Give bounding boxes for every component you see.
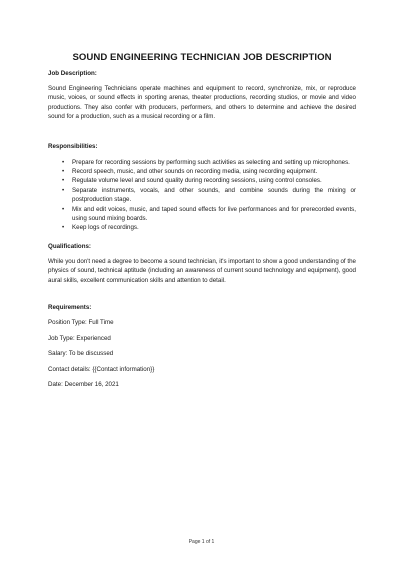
list-item-text: Keep logs of recordings. (72, 224, 139, 232)
page-number: Page 1 of 1 (188, 539, 215, 545)
salary-line: Salary: To be discussed (48, 350, 114, 358)
job-description-text: Sound Engineering Technicians operate machines and equipment to record, synchronize, mix, or reproduce music, voices, or sound effects in sporting arenas, theater productions, recording studios, or movie and video productions. They also confer with producers, performers, and others to determine and achieve the desired sound for a production, such as a musical recording or a film. (48, 85, 356, 121)
bullet-icon: • (62, 177, 65, 185)
document-title: SOUND ENGINEERING TECHNICIAN JOB DESCRIPTION (72, 52, 332, 63)
job-description-heading: Job Description: (48, 70, 97, 77)
list-item (48, 186, 356, 205)
list-item (48, 223, 356, 232)
job-type-line: Job Type: Experienced (48, 334, 111, 342)
bullet-icon: • (62, 158, 65, 166)
bullet-icon: • (62, 168, 65, 176)
list-item-text: Prepare for recording sessions by performing such activities as selecting and setting up microphones. (72, 158, 350, 166)
responsibilities-heading: Responsibilities: (48, 142, 98, 150)
bullet-icon: • (62, 224, 65, 232)
bullet-icon: • (62, 186, 65, 194)
list-item (48, 167, 356, 176)
list-item-text: Regulate volume level and sound quality during recording sessions, using control consoles. (72, 177, 322, 185)
list-item-text: Record speech, music, and other sounds on recording media, using recording equipment. (72, 168, 318, 176)
document-content (48, 52, 356, 389)
responsibilities-list (48, 158, 356, 233)
position-type-line: Position Type: Full Time (48, 319, 114, 327)
bullet-icon: • (62, 205, 65, 213)
list-item-text: Separate instruments, vocals, and other sounds, and combine sounds during the mixing or postproduction stage. (72, 186, 356, 204)
qualifications-heading: Qualifications: (48, 242, 91, 250)
list-item (48, 176, 356, 185)
requirements-heading: Requirements: (48, 304, 92, 312)
list-item (48, 205, 356, 224)
qualifications-text: While you don't need a degree to become a sound technician, it's important to show a good understanding of the physics of sound, technical aptitude (including an awareness of current sound technology and equipment), good aural skills, excellent communication skills and attention to detail. (48, 257, 356, 284)
contact-details-line: Contact details: {{Contact information}} (48, 365, 155, 373)
date-line: Date: December 16, 2021 (48, 381, 119, 389)
list-item (48, 158, 356, 167)
list-item-text: Mix and edit voices, music, and taped sound effects for live performances and for prerecorded events, using sound mixing boards. (72, 205, 356, 223)
